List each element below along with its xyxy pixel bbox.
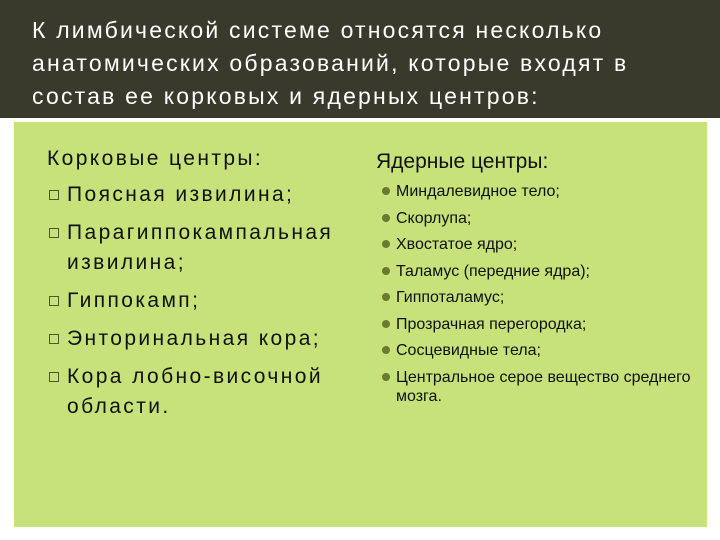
nuclear-centers-list [376,182,696,406]
list-item-text: Прозрачная перегородка; [396,315,587,333]
round-bullet-icon [382,214,390,222]
list-item-text: Парагиппокампальная извилина; [67,221,334,274]
round-bullet-icon [382,267,390,275]
list-item [47,180,357,210]
list-item [376,235,696,254]
list-item [376,262,696,281]
list-item [376,341,696,360]
list-item [47,286,357,316]
list-item-text: Миндалевидное тело; [396,183,560,200]
list-item-text: Энторинальная кора; [67,327,322,350]
list-item-text: Хвостатое ядро; [396,236,518,253]
slide-content [14,122,707,527]
list-item [376,182,696,201]
square-bullet-icon [49,228,59,238]
list-item [376,368,696,406]
cortical-centers-column [47,144,357,430]
list-item [376,288,696,307]
list-item-text: Поясная извилина; [67,183,295,206]
round-bullet-icon [382,346,390,354]
cortical-centers-heading: Корковые центры: [47,147,264,170]
square-bullet-icon [49,190,59,200]
nuclear-centers-heading: Ядерные центры: [376,150,549,173]
round-bullet-icon [382,293,390,301]
square-bullet-icon [49,372,59,382]
list-item-text: Центральное серое вещество среднего мозга. [396,368,691,405]
list-item [376,209,696,228]
nuclear-centers-column [376,148,696,413]
cortical-centers-list [47,180,357,422]
list-item-text: Скорлупа; [396,209,472,227]
list-item [47,362,357,422]
round-bullet-icon [382,187,390,195]
round-bullet-icon [382,373,390,381]
list-item-text: Сосцевидные тела; [396,342,541,359]
list-item-text: Таламус (передние ядра); [396,262,590,280]
list-item [376,315,696,334]
round-bullet-icon [382,320,390,328]
slide-header [0,0,720,118]
slide-title: К лимбической системе относятся несколько анатомических образований, которые входят в состав ее корковых и ядерных центров: [32,17,629,109]
round-bullet-icon [382,240,390,248]
list-item [47,218,357,278]
list-item-text: Гиппокамп; [67,289,201,312]
square-bullet-icon [49,296,59,306]
list-item [47,324,357,354]
list-item-text: Гиппоталамус; [396,289,505,306]
list-item-text: Кора лобно-височной области. [67,365,323,418]
square-bullet-icon [49,334,59,344]
